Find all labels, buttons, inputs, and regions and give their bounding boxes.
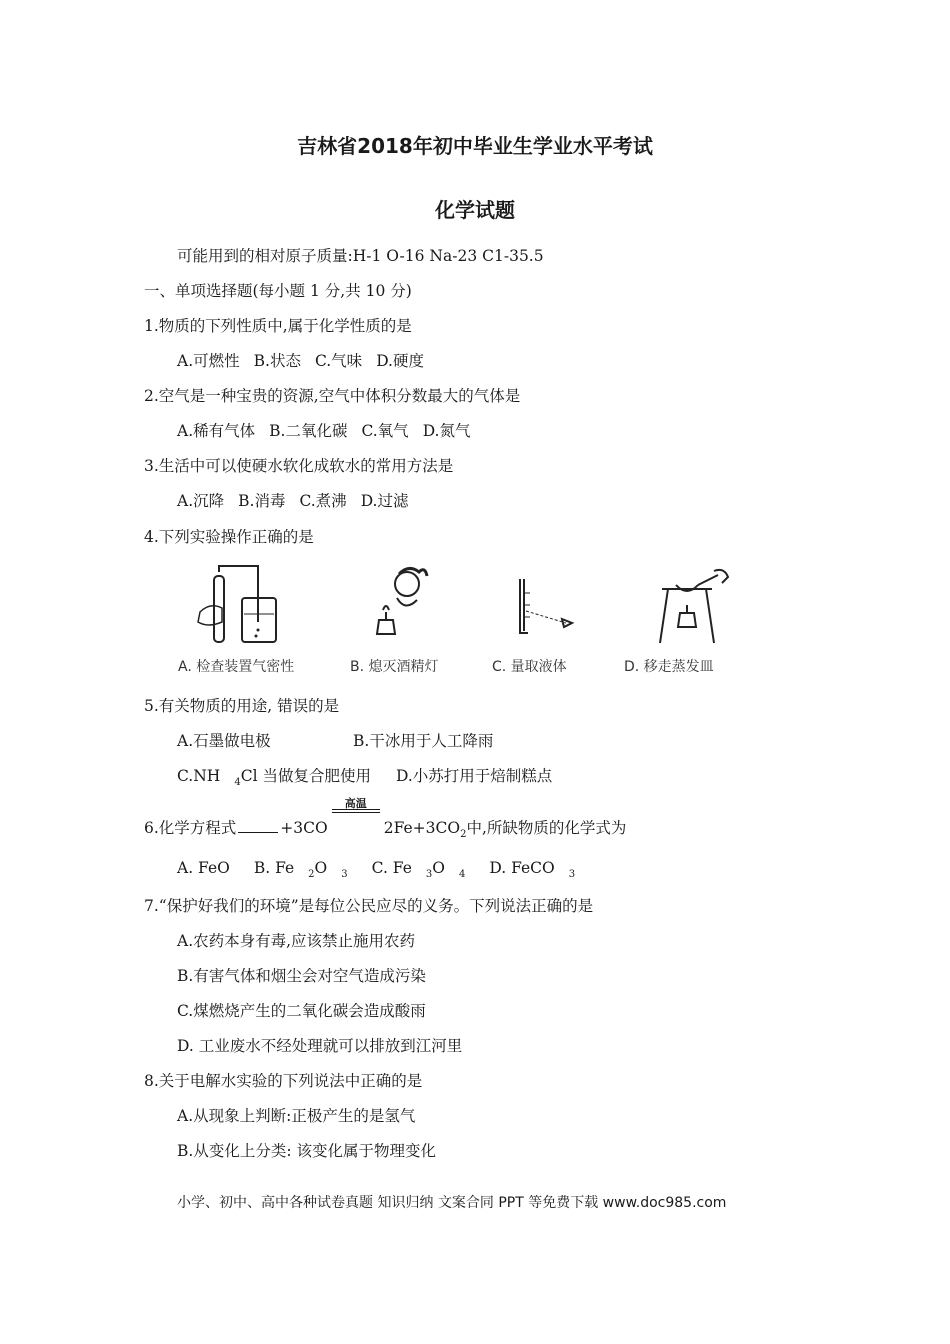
q6-stem	[144, 797, 627, 841]
section-heading: 一、单项选择题(每小题 1 分,共 10 分)	[144, 282, 412, 300]
q2-stem: 2.空气是一种宝贵的资源,空气中体积分数最大的气体是	[144, 387, 521, 405]
q7-option-c: C.煤燃烧产生的二氧化碳会造成酸雨	[177, 1002, 426, 1020]
q5-option-a: A.石墨做电极	[177, 732, 271, 750]
q6-blank	[238, 831, 278, 833]
q3-option-c: C.煮沸	[299, 492, 347, 510]
q7-option-b: B.有害气体和烟尘会对空气造成污染	[177, 967, 426, 985]
q7-option-a: A.农药本身有毒,应该禁止施用农药	[177, 932, 416, 950]
q5-option-c-sub: 4	[234, 777, 241, 789]
page-footer: 小学、初中、高中各种试卷真题 知识归纳 文案合同 PPT 等免费下载 www.doc985.com	[177, 1195, 727, 1211]
q6-condition: 高温	[344, 797, 367, 810]
q7-option-d: D. 工业废水不经处理就可以排放到江河里	[177, 1037, 463, 1055]
q1-option-d: D.硬度	[376, 352, 424, 370]
q8-option-b: B.从变化上分类: 该变化属于物理变化	[177, 1142, 436, 1160]
figure-airtightness-check	[192, 562, 302, 647]
exam-title: 吉林省2018年初中毕业生学业水平考试	[297, 134, 653, 158]
exam-subtitle: 化学试题	[435, 198, 515, 222]
q5-option-b: B.干冰用于人工降雨	[353, 732, 494, 750]
q3-options	[177, 489, 423, 511]
q7-stem: 7.“保护好我们的环境”是每位公民应尽的义务。下列说法正确的是	[144, 897, 594, 915]
q1-option-c: C.气味	[314, 352, 363, 370]
q6-product-sub: 2	[460, 829, 467, 841]
q8-option-a: A.从现象上判断:正极产生的是氢气	[177, 1107, 416, 1125]
q6-option-c: C. Fe $_3$O $_4$	[371, 859, 466, 881]
q5-stem: 5.有关物质的用途, 错误的是	[144, 697, 340, 715]
q6-product: 2Fe+3CO	[383, 819, 461, 837]
q1-options	[177, 349, 438, 371]
q6-stem-mid: +3CO	[280, 819, 328, 837]
q6-option-b: B. Fe $_2$O $_3$	[253, 859, 348, 881]
figure-label-a: A. 检查装置气密性	[178, 659, 295, 675]
q8-stem: 8.关于电解水实验的下列说法中正确的是	[144, 1072, 423, 1090]
q5-option-c	[177, 764, 385, 788]
q1-option-a: A.可燃性	[177, 352, 240, 370]
figure-label-c: C. 量取液体	[492, 659, 567, 675]
q6-options	[177, 859, 589, 880]
q6-reaction-arrow	[328, 797, 384, 833]
q5-option-c-tail: Cl 当做复合肥使用	[240, 767, 371, 785]
figure-move-dish	[652, 565, 732, 650]
q5-option-c-head: C.NH	[177, 767, 221, 785]
q1-stem: 1.物质的下列性质中,属于化学性质的是	[144, 317, 412, 335]
figure-label-b: B. 熄灭酒精灯	[350, 659, 439, 675]
atomic-mass-note: 可能用到的相对原子质量:H-1 O-16 Na-23 C1-35.5	[177, 247, 544, 265]
q6-option-a: A. FeO	[177, 859, 230, 877]
q2-options	[177, 419, 485, 441]
q4-stem: 4.下列实验操作正确的是	[144, 528, 314, 546]
q1-option-b: B.状态	[253, 352, 301, 370]
q6-option-d: D. FeCO $_3$	[489, 859, 576, 881]
q2-option-d: D.氮气	[422, 422, 471, 440]
figure-extinguish-lamp	[365, 562, 445, 647]
q2-option-c: C.氧气	[361, 422, 409, 440]
q5-option-d: D.小苏打用于焙制糕点	[396, 767, 553, 785]
q6-stem-pre: 6.化学方程式	[144, 819, 237, 837]
q3-stem: 3.生活中可以使硬水软化成软水的常用方法是	[144, 457, 454, 475]
q6-stem-post: 中,所缺物质的化学式为	[466, 819, 627, 837]
q3-option-d: D.过滤	[360, 492, 409, 510]
figure-label-d: D. 移走蒸发皿	[624, 659, 714, 675]
q3-option-a: A.沉降	[177, 492, 225, 510]
figure-measure-liquid	[512, 575, 582, 640]
q3-option-b: B.消毒	[238, 492, 286, 510]
q2-option-b: B.二氧化碳	[269, 422, 348, 440]
q2-option-a: A.稀有气体	[177, 422, 256, 440]
